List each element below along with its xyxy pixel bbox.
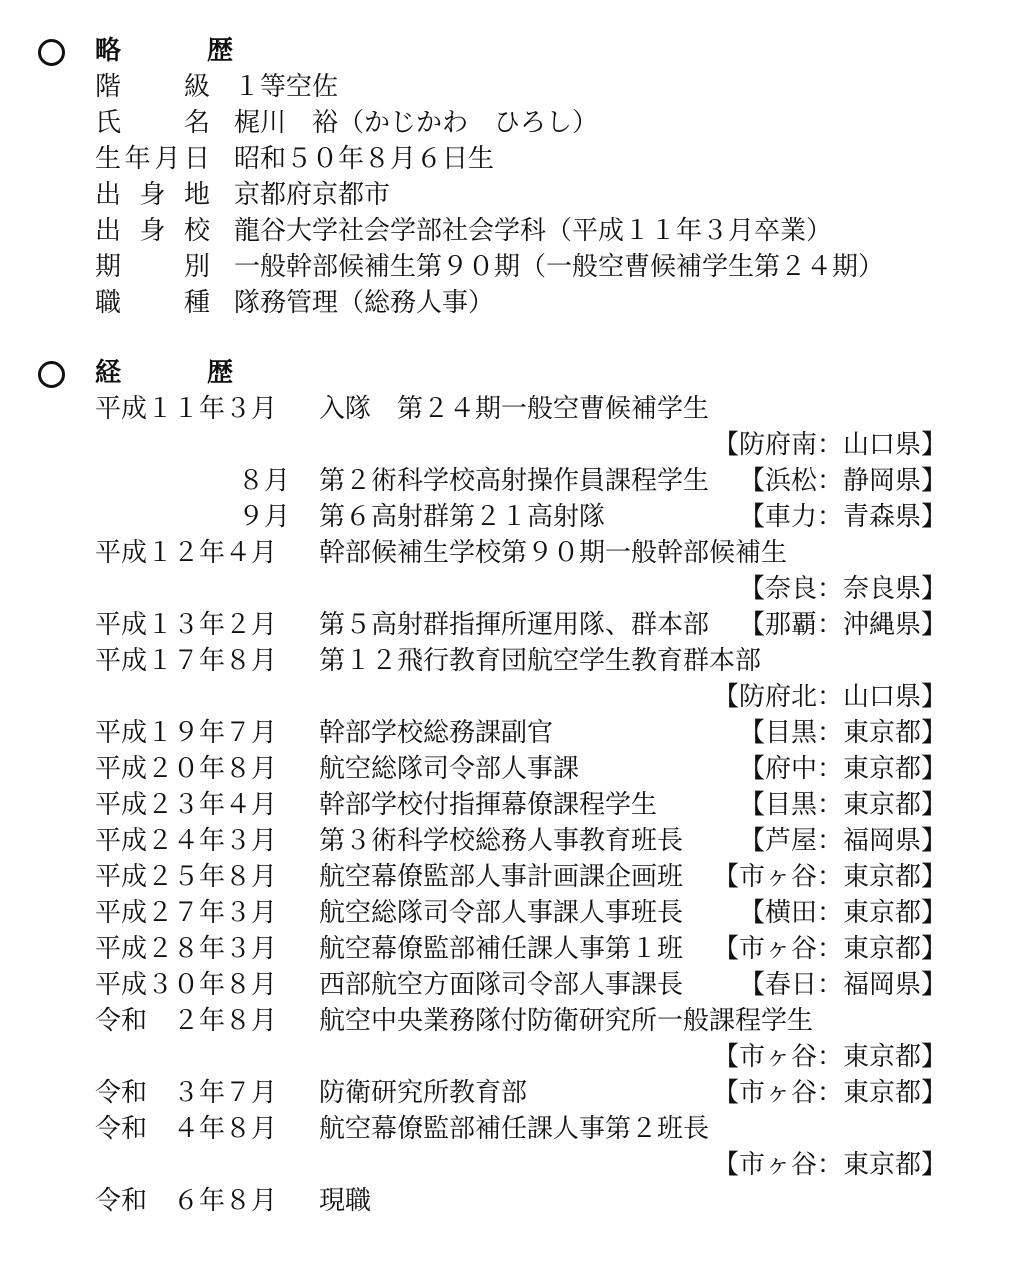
career-location: 【奈良：奈良県】 [738,574,947,604]
career-description: 航空総隊司令部人事課 [319,754,580,784]
career-row [0,391,1017,427]
profile-section-title: 略 歴 [95,36,264,66]
career-description: 第３術科学校総務人事教育班長 [319,826,684,856]
career-description: 第１２飛行教育団航空学生教育群本部 [319,646,762,676]
career-date: 令和 ６年８月 [95,1186,278,1216]
career-row [0,643,1017,679]
career-description: 幹部候補生学校第９０期一般幹部候補生 [319,538,788,568]
rank-label: 階級 [95,72,210,102]
career-date: 令和 ３年７月 [95,1078,278,1108]
career-section-title: 経 歴 [95,358,264,388]
career-location: 【防府南：山口県】 [712,430,947,460]
career-description: 幹部学校総務課副官 [319,718,554,748]
career-row [0,715,1017,751]
career-description: 航空幕僚監部補任課人事第２班長 [319,1114,710,1144]
birth-label: 生年月日 [95,144,210,174]
career-description: 西部航空方面隊司令部人事課長 [319,970,684,1000]
career-location: 【目黒：東京都】 [738,790,947,820]
career-row [0,823,1017,859]
career-location: 【春日：福岡県】 [738,970,947,1000]
career-row [0,787,1017,823]
term-value: 一般幹部候補生第９０期（一般空曹候補学生第２４期） [234,252,885,282]
career-row [0,607,1017,643]
career-location: 【芦屋：福岡県】 [738,826,947,856]
occupation-label: 職種 [95,288,210,318]
profile-row-school [0,213,1017,249]
career-row [0,679,1017,715]
career-location: 【防府北：山口県】 [712,682,947,712]
career-location: 【市ヶ谷：東京都】 [712,1042,947,1072]
career-date: 平成１１年３月 [95,394,278,424]
name-label: 氏名 [95,108,210,138]
career-description: 第５高射群指揮所運用隊、群本部 [319,610,710,640]
career-description: 第２術科学校高射操作員課程学生 [319,466,710,496]
profile-row-name [0,105,1017,141]
occupation-value: 隊務管理（総務人事） [234,288,495,318]
career-description: 航空幕僚監部補任課人事第１班 [319,934,684,964]
career-location: 【目黒：東京都】 [738,718,947,748]
career-row [0,1183,1017,1219]
career-date: 令和 ４年８月 [95,1114,278,1144]
career-row [0,571,1017,607]
rank-value: １等空佐 [234,72,339,102]
career-date: 平成２４年３月 [95,826,278,856]
career-date: 平成１３年２月 [95,610,278,640]
career-row [0,1111,1017,1147]
career-row [0,427,1017,463]
career-description: 防衛研究所教育部 [319,1078,528,1108]
term-label: 期別 [95,252,210,282]
career-date: ８月 [237,466,290,496]
birth-value: 昭和５０年８月６日生 [234,144,495,174]
career-row [0,859,1017,895]
career-row [0,1039,1017,1075]
career-description: 幹部学校付指揮幕僚課程学生 [319,790,658,820]
career-location: 【横田：東京都】 [738,898,947,928]
career-description: 航空総隊司令部人事課人事班長 [319,898,684,928]
career-description: 現職 [319,1186,372,1216]
career-location: 【市ヶ谷：東京都】 [712,862,947,892]
career-location: 【府中：東京都】 [738,754,947,784]
career-date: 平成２７年３月 [95,898,278,928]
career-location: 【市ヶ谷：東京都】 [712,934,947,964]
career-location: 【浜松：静岡県】 [738,466,947,496]
career-date: ９月 [237,502,290,532]
career-row [0,1075,1017,1111]
career-date: 平成１７年８月 [95,646,278,676]
profile-row-occupation [0,285,1017,321]
circle-bullet-icon [38,361,65,388]
career-location: 【那覇：沖縄県】 [738,610,947,640]
career-date: 令和 ２年８月 [95,1006,278,1036]
career-date: 平成２０年８月 [95,754,278,784]
hometown-label: 出身地 [95,180,210,210]
profile-row-birth [0,141,1017,177]
career-row [0,751,1017,787]
profile-row-hometown [0,177,1017,213]
career-row [0,463,1017,499]
school-label: 出身校 [95,216,210,246]
circle-bullet-icon [38,39,65,66]
career-date: 平成３０年８月 [95,970,278,1000]
career-description: 航空中央業務隊付防衛研究所一般課程学生 [319,1006,814,1036]
career-row [0,535,1017,571]
career-row [0,1147,1017,1183]
name-value: 梶川 裕（かじかわ ひろし） [234,108,599,138]
career-row [0,1003,1017,1039]
career-location: 【市ヶ谷：東京都】 [712,1150,947,1180]
career-date: 平成２５年８月 [95,862,278,892]
career-row [0,895,1017,931]
profile-row-term [0,249,1017,285]
school-value: 龍谷大学社会学部社会学科（平成１１年３月卒業） [234,216,833,246]
career-description: 第６高射群第２１高射隊 [319,502,606,532]
career-description: 航空幕僚監部人事計画課企画班 [319,862,684,892]
career-location: 【市ヶ谷：東京都】 [712,1078,947,1108]
career-date: 平成２８年３月 [95,934,278,964]
career-location: 【車力：青森県】 [738,502,947,532]
career-description: 入隊 第２４期一般空曹候補学生 [319,394,710,424]
career-date: 平成１２年４月 [95,538,278,568]
career-row [0,499,1017,535]
career-date: 平成１９年７月 [95,718,278,748]
career-row [0,967,1017,1003]
profile-row-rank [0,69,1017,105]
career-row [0,931,1017,967]
career-date: 平成２３年４月 [95,790,278,820]
hometown-value: 京都府京都市 [234,180,391,210]
